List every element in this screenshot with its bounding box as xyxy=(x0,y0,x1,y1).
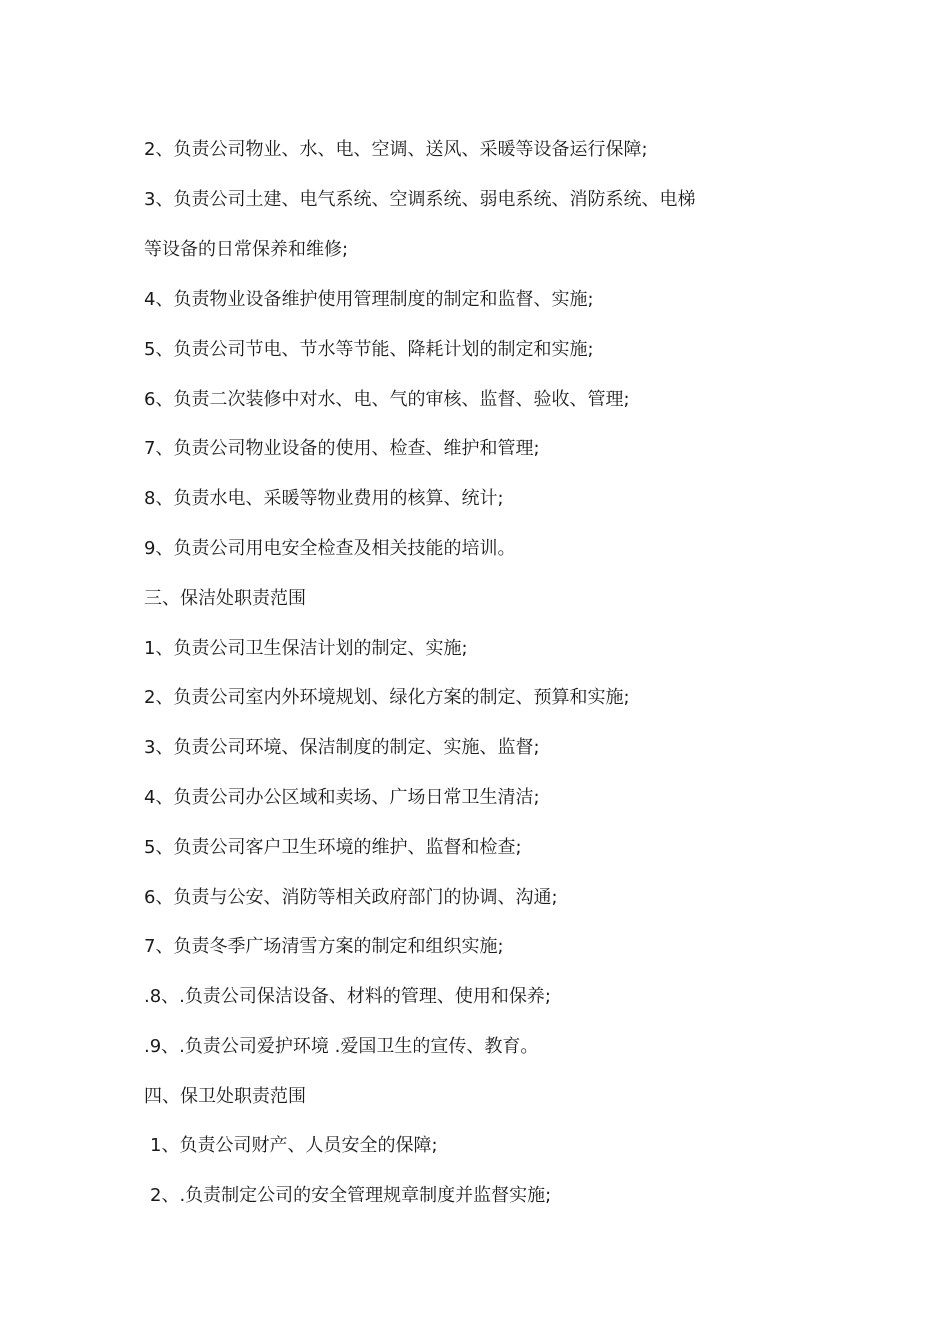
text-line: 3、负责公司土建、电气系统、空调系统、弱电系统、消防系统、电梯 xyxy=(144,189,696,210)
text-line: 5、负责公司客户卫生环境的维护、监督和检查; xyxy=(144,837,522,858)
text-line: 2、.负责制定公司的安全管理规章制度并监督实施; xyxy=(150,1185,552,1206)
text-line: 3、负责公司环境、保洁制度的制定、实施、监督; xyxy=(144,737,540,758)
text-line: 8、负责水电、采暖等物业费用的核算、统计; xyxy=(144,488,504,509)
text-line: 6、负责二次装修中对水、电、气的审核、监督、验收、管理; xyxy=(144,389,630,410)
text-line: 等设备的日常保养和维修; xyxy=(144,239,349,260)
text-line: 7、负责冬季广场清雪方案的制定和组织实施; xyxy=(144,936,504,957)
section-heading: 三、保洁处职责范围 xyxy=(144,588,306,609)
text-line: 2、负责公司物业、水、电、空调、送风、采暖等设备运行保障; xyxy=(144,139,648,160)
text-line: 2、负责公司室内外环境规划、绿化方案的制定、预算和实施; xyxy=(144,687,630,708)
text-line: .8、.负责公司保洁设备、材料的管理、使用和保养; xyxy=(144,986,551,1007)
text-line: 1、负责公司卫生保洁计划的制定、实施; xyxy=(144,638,468,659)
text-line: 9、负责公司用电安全检查及相关技能的培训。 xyxy=(144,538,516,559)
text-line: 1、负责公司财产、人员安全的保障; xyxy=(150,1135,438,1156)
section-heading: 四、保卫处职责范围 xyxy=(144,1086,306,1107)
text-line: 5、负责公司节电、节水等节能、降耗计划的制定和实施; xyxy=(144,339,594,360)
text-line: 7、负责公司物业设备的使用、检查、维护和管理; xyxy=(144,438,540,459)
text-line: 6、负责与公安、消防等相关政府部门的协调、沟通; xyxy=(144,887,558,908)
text-line: .9、.负责公司爱护环境 .爱国卫生的宣传、教育。 xyxy=(144,1036,539,1057)
text-line: 4、负责公司办公区域和卖场、广场日常卫生清洁; xyxy=(144,787,540,808)
text-line: 4、负责物业设备维护使用管理制度的制定和监督、实施; xyxy=(144,289,594,310)
